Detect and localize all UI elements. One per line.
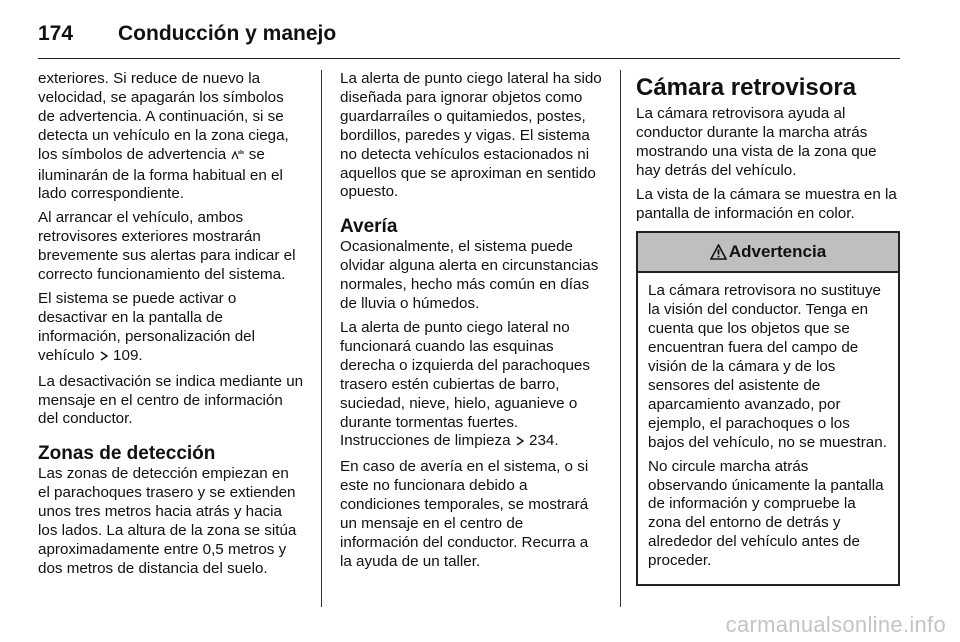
heading-camara-retrovisora: Cámara retrovisora	[636, 74, 857, 101]
paragraph: No circule marcha atrás observando únicamente la pantalla de información y compruebe la zona del entorno de detrás y alrededor del vehículo antes de proceder.	[648, 457, 884, 570]
warning-body	[638, 273, 898, 584]
paragraph: Al arrancar el vehículo, ambos retrovisores exteriores mostrarán brevemente sus alertas para indicar el correcto funcionamiento del sistema.	[38, 209, 296, 284]
paragraph: Ocasionalmente, el sistema puede olvidar alguna alerta en circunstancias normales, hecho más común en días de lluvia o húmedos.	[340, 238, 599, 313]
header-rule	[38, 58, 900, 59]
column-3	[636, 70, 900, 586]
paragraph: La alerta de punto ciego lateral ha sido diseñada para ignorar objetos como guardarraíles o quitamiedos, postes, bordillos, paredes y vigas. El sistema no detecta vehículos estacionados ni aquellos que se aproximan en sentido opuesto.	[340, 70, 602, 201]
column-divider	[321, 70, 322, 607]
paragraph: La vista de la cámara se muestra en la pantalla de información en color.	[636, 185, 897, 222]
page-reference[interactable]: 109.	[113, 346, 143, 364]
paragraph: La cámara retrovisora no sustituye la visión del conductor. Tenga en cuenta que los objetos que se encuentran fuera del campo de visión de la cámara y de los sensores del asistente de aparcamiento avanzado, por ejemplo, el parachoques o los bajos del vehículo, no se muestran.	[648, 282, 887, 451]
paragraph	[38, 290, 304, 368]
page-reference[interactable]: 234.	[529, 432, 559, 450]
warning-header	[638, 233, 898, 273]
paragraph: En caso de avería en el sistema, o si este no funcionara debido a condiciones temporales, se mostrará un mensaje en el centro de información del conductor. Recurra a la ayuda de un taller.	[340, 458, 589, 570]
chapter-title: Conducción y manejo	[118, 22, 337, 45]
column-divider	[620, 70, 621, 607]
paragraph: Las zonas de detección empiezan en el parachoques trasero y se extienden unos tres metros hacia atrás y hacia los lados. La altura de la zona se sitúa aproximadamente entre 0,5 metros y dos metros de distancia del suelo.	[38, 465, 297, 577]
paragraph-text: exteriores. Si reduce de nuevo la velocidad, se apagarán los símbolos de advertencia. A continuación, si se detecta un vehículo en la zona ciega, los símbolos de advertencia	[38, 70, 289, 163]
warning-triangle-icon	[710, 236, 727, 274]
column-2	[340, 70, 604, 577]
warning-box	[636, 231, 900, 586]
paragraph	[340, 319, 604, 453]
page-header	[38, 22, 900, 46]
column-1	[38, 70, 304, 584]
heading-zonas-deteccion: Zonas de detección	[38, 443, 216, 465]
page-number: 174	[38, 22, 74, 45]
watermark: carmanualsonline.info	[725, 612, 946, 637]
page-reference-arrow-icon[interactable]	[99, 349, 109, 368]
blind-spot-warning-icon	[231, 148, 245, 167]
warning-title: Advertencia	[728, 242, 827, 262]
paragraph: La desactivación se indica mediante un mensaje en el centro de información del conductor.	[38, 372, 304, 428]
paragraph: La cámara retrovisora ayuda al conductor durante la marcha atrás mostrando una vista de la zona que hay detrás del vehículo.	[636, 105, 877, 179]
page-reference-arrow-icon[interactable]	[515, 434, 525, 453]
heading-averia: Avería	[340, 216, 398, 238]
paragraph-text: La alerta de punto ciego lateral no funcionará cuando las esquinas derecha o izquierda del parachoques trasero estén cubiertas de barro, suciedad, nieve, hielo, aguanieve o durante tormentas fuertes. Instrucciones de limpieza	[340, 318, 590, 450]
paragraph-text: El sistema se puede activar o desactivar en la pantalla de información, personalización del vehículo	[38, 289, 255, 364]
paragraph-text: se iluminarán de la forma habitual en el lado correspondiente.	[38, 145, 283, 203]
paragraph	[38, 70, 304, 204]
